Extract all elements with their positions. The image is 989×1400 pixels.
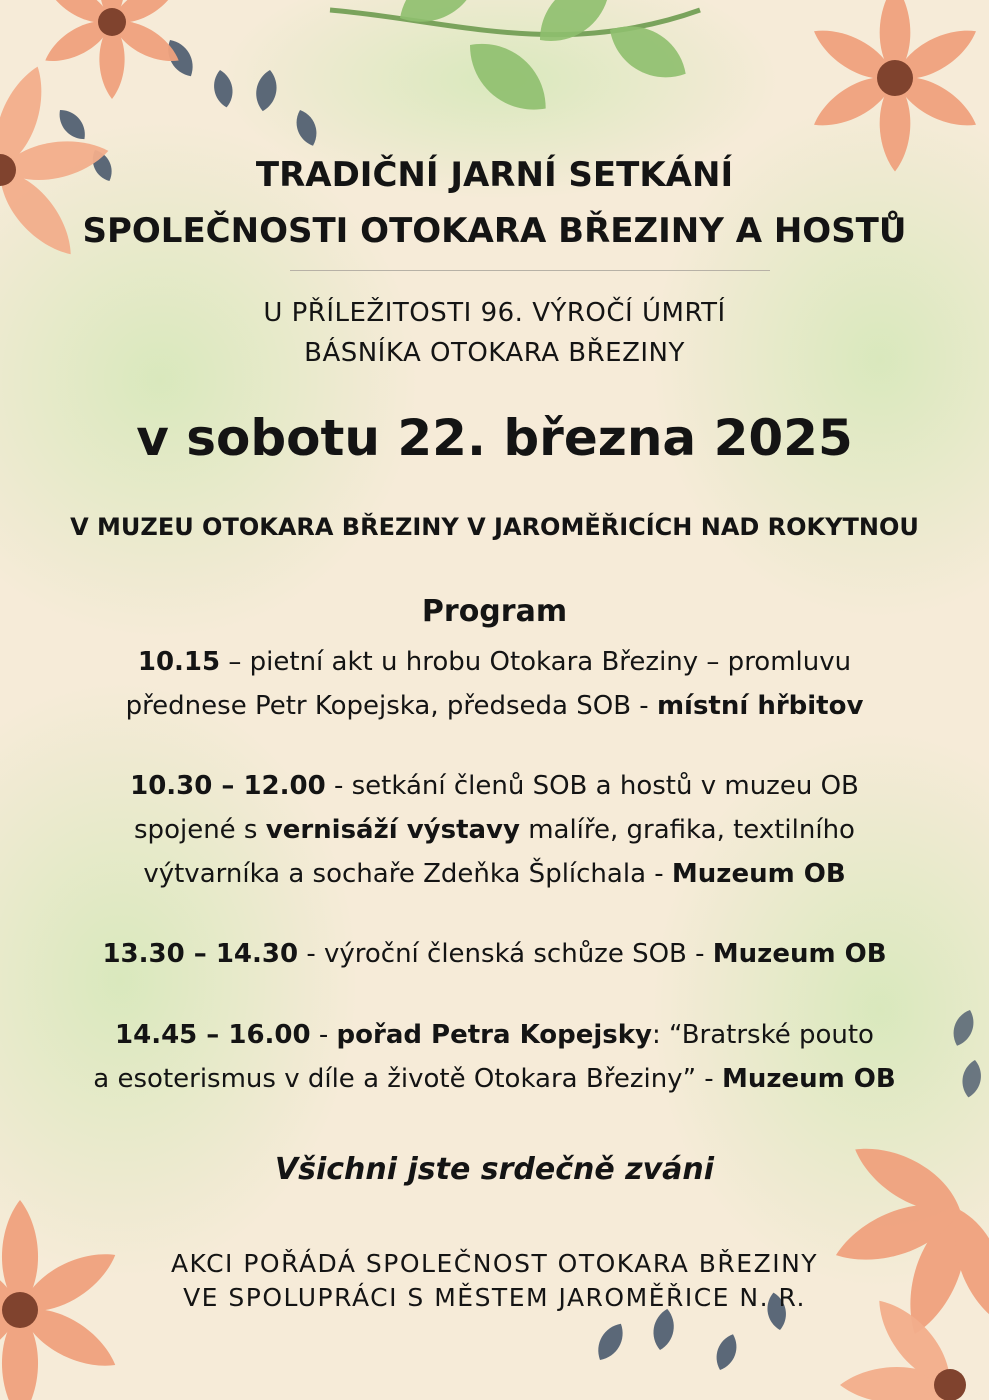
program-item-2-text-2b: malíře, grafika, textilního xyxy=(519,815,855,845)
program-item-2-text-3: výtvarníka a sochaře Zdeňka Šplíchala - xyxy=(143,859,672,889)
poster-title-line-1: TRADIČNÍ JARNÍ SETKÁNÍ xyxy=(255,155,734,195)
program-item-4-text-2: a esoterismus v díle a životě Otokara Březiny” - xyxy=(93,1064,722,1094)
event-date: v sobotu 22. března 2025 xyxy=(136,409,853,467)
organizer-line-1: AKCI POŘÁDÁ SPOLEČNOST OTOKARA BŘEZINY xyxy=(170,1249,819,1278)
program-item-2-place: Muzeum OB xyxy=(671,859,846,889)
program-item-4-line-2 xyxy=(0,1057,989,1101)
program-item-4-place: Muzeum OB xyxy=(721,1064,896,1094)
program-item-1-place: místní hřbitov xyxy=(656,691,864,721)
program-item-2-text-2a: spojené s xyxy=(134,815,266,845)
subtitle-line-2: BÁSNÍKA OTOKARA BŘEZINY xyxy=(304,338,685,368)
subtitle-line-1: U PŘÍLEŽITOSTI 96. VÝROČÍ ÚMRTÍ xyxy=(263,298,726,328)
event-venue: V MUZEU OTOKARA BŘEZINY V JAROMĚŘICÍCH NAD ROKYTNOU xyxy=(70,513,919,541)
program-item-4-time: 14.45 – 16.00 xyxy=(115,1020,311,1050)
program-item-4-text-1b: : “Bratrské pouto xyxy=(652,1020,874,1050)
program-item-3-time: 13.30 – 14.30 xyxy=(102,939,299,969)
program-item-2-line-1 xyxy=(0,764,989,808)
program-item-4-highlight: pořad Petra Kopejsky xyxy=(336,1020,652,1050)
program-item-2-time: 10.30 – 12.00 xyxy=(130,771,326,801)
program-item-3-place: Muzeum OB xyxy=(712,939,887,969)
program-item-2-text: - setkání členů SOB a hostů v muzeu OB xyxy=(325,771,859,801)
program-item-1-line-1 xyxy=(0,640,989,684)
organizer-line-2: VE SPOLUPRÁCI S MĚSTEM JAROMĚŘICE N. R. xyxy=(183,1283,806,1312)
program-item-1-text-2: přednese Petr Kopejska, předseda SOB - xyxy=(125,691,657,721)
program-item-1-text: – pietní akt u hrobu Otokara Březiny – promluvu xyxy=(220,647,852,677)
program-item-2-highlight: vernisáží výstavy xyxy=(265,815,520,845)
poster-title-line-2: SPOLEČNOSTI OTOKARA BŘEZINY A HOSTŮ xyxy=(82,211,907,251)
program-item-2-line-2 xyxy=(0,808,989,852)
invitation-text: Všichni jste srdečně zváni xyxy=(274,1152,715,1187)
title-divider xyxy=(290,270,770,271)
program-item-4-line-1 xyxy=(0,1013,989,1057)
program-item-4-text-1a: - xyxy=(310,1020,337,1050)
program-item-1-time: 10.15 xyxy=(137,647,221,677)
program-item-3-line-1 xyxy=(0,932,989,976)
program-heading: Program xyxy=(421,594,568,629)
program-item-2-line-3 xyxy=(0,852,989,896)
program-item-1-line-2 xyxy=(0,684,989,728)
program-item-3-text: - výroční členská schůze SOB - xyxy=(298,939,713,969)
